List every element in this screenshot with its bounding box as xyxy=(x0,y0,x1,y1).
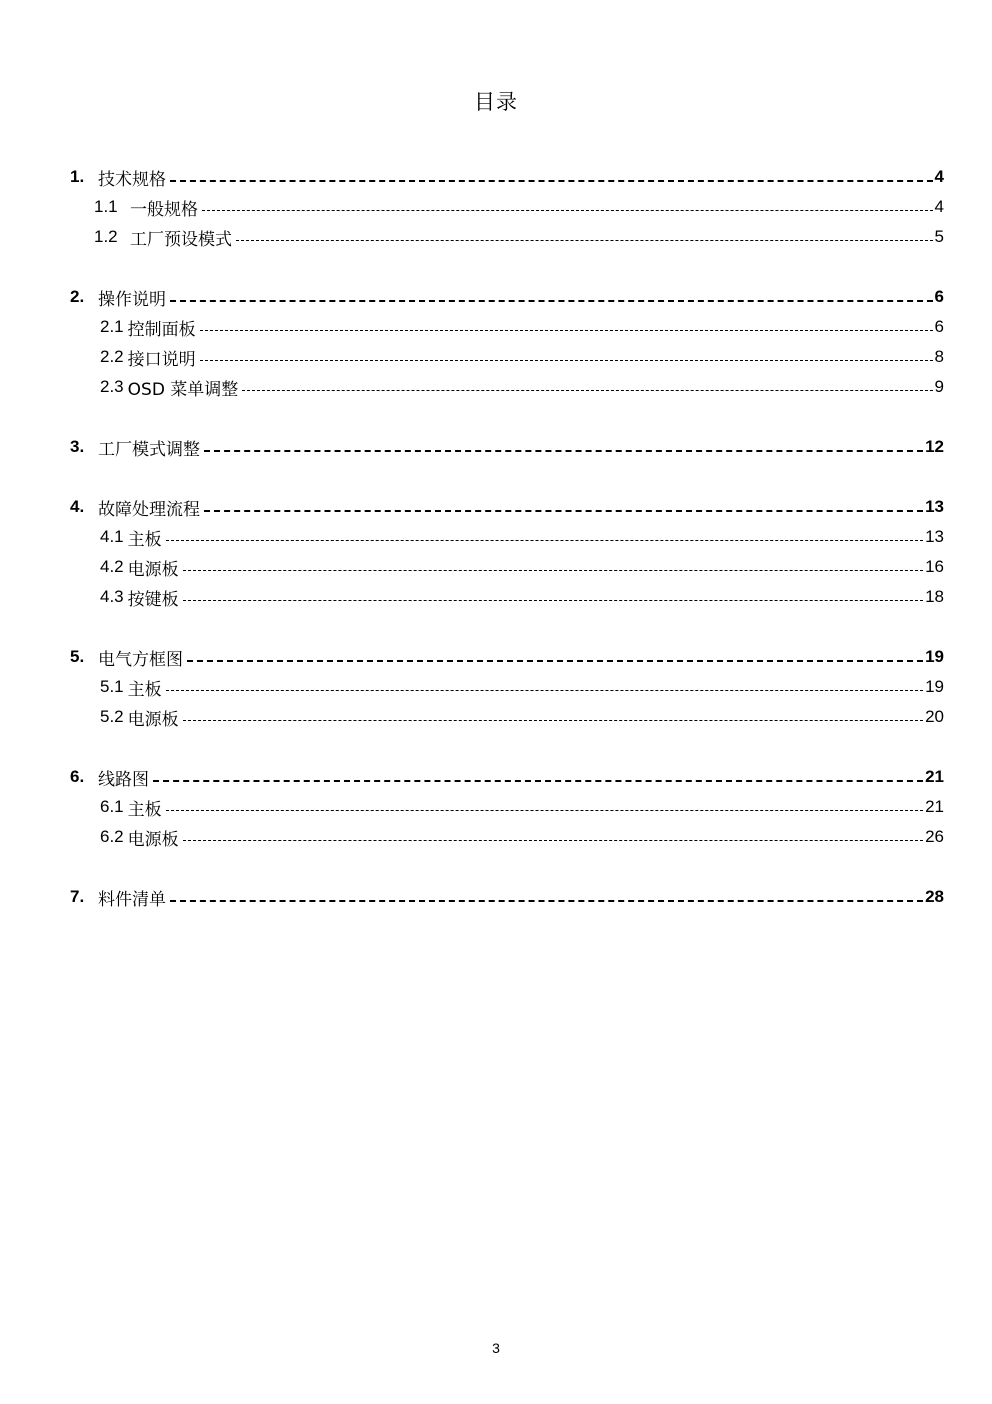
toc-section-6-2[interactable] xyxy=(70,822,944,852)
toc-section-2[interactable] xyxy=(70,282,944,312)
page-title: 目录 xyxy=(474,90,518,114)
toc-number: 1.1 xyxy=(94,197,118,216)
toc-page-number: 19 xyxy=(925,677,944,696)
toc-leader xyxy=(170,299,933,302)
toc-leader xyxy=(200,359,933,361)
toc-leader xyxy=(242,389,932,391)
toc-label: 电气方框图 xyxy=(98,649,183,670)
toc-label: 工厂模式调整 xyxy=(98,439,200,460)
toc-section-6[interactable] xyxy=(70,762,944,792)
toc-label: 主板 xyxy=(127,679,162,700)
toc-leader xyxy=(183,599,923,601)
toc-section-5-2[interactable] xyxy=(70,702,944,732)
toc-section-1-1[interactable] xyxy=(70,192,944,222)
toc-leader xyxy=(183,839,923,841)
toc-section-5[interactable] xyxy=(70,642,944,672)
toc-page-number: 28 xyxy=(925,887,944,906)
toc-leader xyxy=(166,689,923,691)
toc-label: 控制面板 xyxy=(127,319,196,340)
toc-label: 故障处理流程 xyxy=(98,499,200,520)
toc-leader xyxy=(204,449,923,452)
toc-number: 2.3 xyxy=(100,377,124,396)
toc-section-1[interactable] xyxy=(70,162,944,192)
toc-page-number: 12 xyxy=(925,437,944,456)
toc-number: 4.3 xyxy=(100,587,124,606)
toc-leader xyxy=(204,509,923,512)
toc-number: 5.1 xyxy=(100,677,124,696)
toc-leader xyxy=(170,179,933,182)
toc-number: 6. xyxy=(70,767,85,786)
toc-number: 3. xyxy=(70,437,85,456)
toc-label: OSD 菜单调整 xyxy=(127,379,239,400)
toc-label: 线路图 xyxy=(98,769,149,790)
toc-page-number: 6 xyxy=(934,317,944,336)
toc-leader xyxy=(166,539,923,541)
toc-page-number: 21 xyxy=(925,797,944,816)
toc-label: 电源板 xyxy=(127,829,179,850)
toc-section-2-3[interactable] xyxy=(70,372,944,402)
toc-section-3[interactable] xyxy=(70,432,944,462)
toc-page-number: 4 xyxy=(934,197,944,216)
toc-page-number: 8 xyxy=(934,347,944,366)
toc-label: 电源板 xyxy=(127,559,179,580)
toc-leader xyxy=(183,719,923,721)
toc-leader xyxy=(187,659,923,662)
toc-leader xyxy=(170,899,923,902)
toc-page-number: 13 xyxy=(925,527,944,546)
toc-section-4-3[interactable] xyxy=(70,582,944,612)
toc-label: 接口说明 xyxy=(127,349,196,370)
table-of-contents xyxy=(70,162,944,912)
toc-leader xyxy=(183,569,923,571)
toc-page-number: 16 xyxy=(925,557,944,576)
toc-number: 1. xyxy=(70,167,85,186)
toc-page-number: 18 xyxy=(925,587,944,606)
toc-leader xyxy=(153,779,923,782)
toc-label: 主板 xyxy=(127,529,162,550)
footer-page-number: 3 xyxy=(492,1340,500,1356)
toc-section-4[interactable] xyxy=(70,492,944,522)
toc-leader xyxy=(166,809,923,811)
toc-section-2-1[interactable] xyxy=(70,312,944,342)
toc-number: 5.2 xyxy=(100,707,124,726)
toc-page-number: 13 xyxy=(925,497,944,516)
toc-number: 4. xyxy=(70,497,85,516)
toc-label: 一般规格 xyxy=(130,199,198,220)
toc-page-number: 6 xyxy=(934,287,944,306)
toc-number: 4.1 xyxy=(100,527,124,546)
toc-leader xyxy=(202,209,933,211)
toc-section-7[interactable] xyxy=(70,882,944,912)
toc-page-number: 21 xyxy=(925,767,944,786)
toc-label: 操作说明 xyxy=(98,289,166,310)
toc-number: 6.1 xyxy=(100,797,124,816)
toc-section-4-2[interactable] xyxy=(70,552,944,582)
toc-page-number: 20 xyxy=(925,707,944,726)
toc-section-5-1[interactable] xyxy=(70,672,944,702)
toc-leader xyxy=(236,239,933,241)
toc-label: 电源板 xyxy=(127,709,179,730)
toc-label: 技术规格 xyxy=(98,169,166,190)
toc-section-2-2[interactable] xyxy=(70,342,944,372)
toc-page-number: 4 xyxy=(934,167,944,186)
toc-section-6-1[interactable] xyxy=(70,792,944,822)
toc-label: 料件清单 xyxy=(98,889,166,910)
toc-section-4-1[interactable] xyxy=(70,522,944,552)
toc-label: 工厂预设模式 xyxy=(130,229,232,250)
toc-page-number: 19 xyxy=(925,647,944,666)
toc-number: 2. xyxy=(70,287,85,306)
toc-page-number: 9 xyxy=(934,377,944,396)
toc-number: 6.2 xyxy=(100,827,124,846)
toc-number: 2.1 xyxy=(100,317,124,336)
toc-page-number: 5 xyxy=(934,227,944,246)
toc-label: 按键板 xyxy=(127,589,179,610)
toc-number: 4.2 xyxy=(100,557,124,576)
toc-number: 1.2 xyxy=(94,227,118,246)
toc-page-number: 26 xyxy=(925,827,944,846)
toc-number: 2.2 xyxy=(100,347,124,366)
toc-leader xyxy=(200,329,933,331)
toc-section-1-2[interactable] xyxy=(70,222,944,252)
toc-label: 主板 xyxy=(127,799,162,820)
toc-number: 5. xyxy=(70,647,85,666)
toc-number: 7. xyxy=(70,887,85,906)
